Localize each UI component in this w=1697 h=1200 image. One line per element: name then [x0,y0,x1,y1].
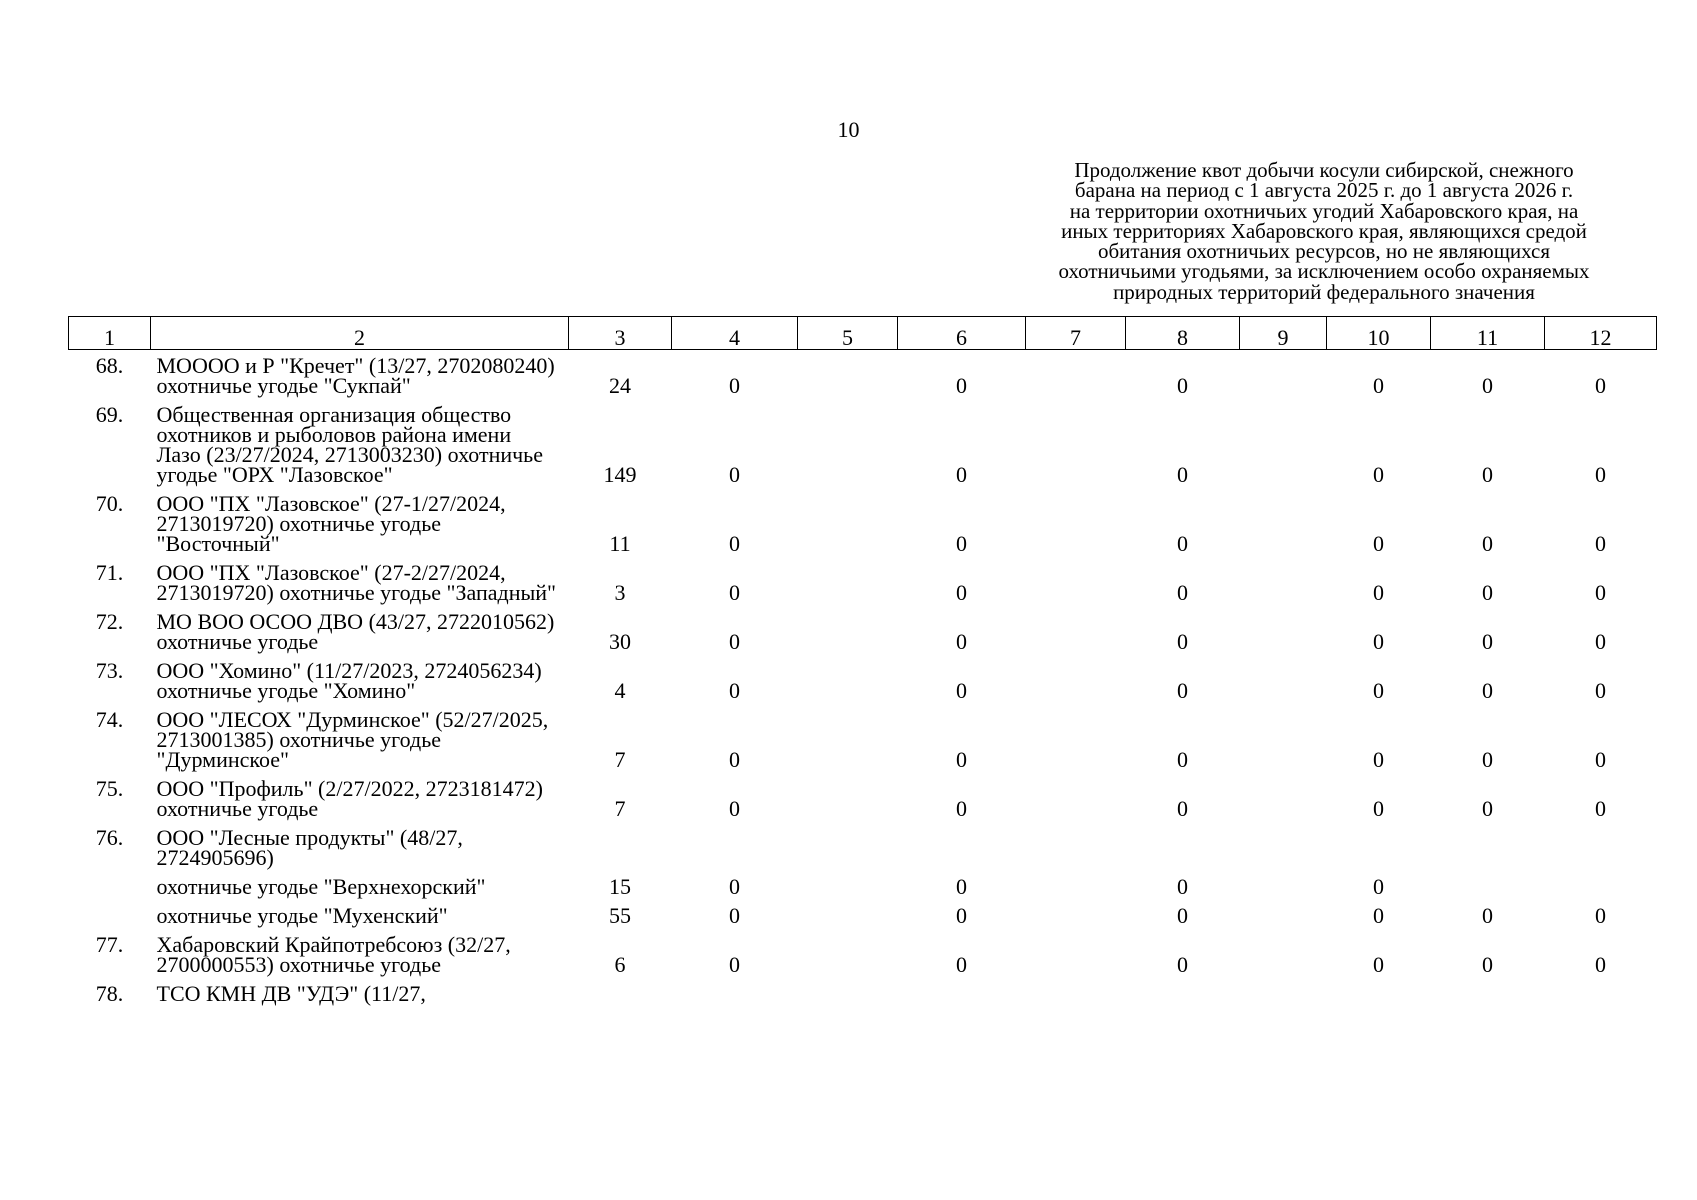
hunting-ground-name: ООО "Хомино" (11/27/2023, 2724056234) охотничье угодье "Хомино" [156,658,542,703]
quota-cell-c6: 0 [956,462,967,487]
column-header: 7 [1026,317,1126,350]
quota-cell-c6: 0 [956,874,967,899]
hunting-ground-name: ООО "ПХ "Лазовское" (27-2/27/2024, 2713019720) охотничье угодье "Западный" [156,560,557,605]
column-header: 11 [1431,317,1545,350]
quota-cell-c12: 0 [1595,580,1606,605]
quota-cell-c5 [798,929,898,978]
quota-cell-c10: 0 [1373,747,1384,772]
quota-cell-c8: 0 [1177,796,1188,821]
quota-cell-c8: 0 [1177,678,1188,703]
quota-cell-c7 [1026,655,1126,704]
quota-cell-c7 [1026,606,1126,655]
quota-cell-c7 [1026,488,1126,557]
quota-cell-c11: 0 [1482,747,1493,772]
quota-cell-c11 [1431,871,1545,900]
caption-line: иных территориях Хабаровского края, являющихся средой [1061,218,1587,243]
hunting-ground-name: ООО "Профиль" (2/27/2022, 2723181472) охотничье угодье [156,776,543,821]
table-row [69,900,1657,929]
quota-cell-c11: 0 [1482,580,1493,605]
quota-cell-c4: 0 [729,462,740,487]
row-number [69,871,151,900]
quota-cell-c6 [898,978,1026,1007]
table-row [69,557,1657,606]
quota-cell-c7 [1026,350,1126,400]
row-number: 75. [95,776,124,801]
quota-cell-c10: 0 [1373,903,1384,928]
quota-table [68,316,1657,1007]
hunting-ground-name: охотничье угодье "Верхнехорский" [156,874,486,899]
table-row [69,350,1657,400]
quota-cell-c11: 0 [1482,462,1493,487]
column-header: 5 [798,317,898,350]
column-header: 8 [1126,317,1240,350]
quota-cell-c4 [672,822,798,871]
row-number: 76. [95,825,124,850]
quota-cell-c10: 0 [1373,678,1384,703]
quota-cell-c10: 0 [1373,580,1384,605]
quota-cell-c6: 0 [956,952,967,977]
quota-cell-c3: 4 [614,678,626,703]
quota-cell-c11 [1431,822,1545,871]
quota-cell-c10: 0 [1373,796,1384,821]
quota-cell-c5 [798,557,898,606]
quota-cell-c9 [1240,399,1327,488]
hunting-ground-name: МОООО и Р "Кречет" (13/27, 2702080240) охотничье угодье "Сукпай" [156,353,555,398]
page-number: 10 [837,117,860,142]
quota-cell-c3: 30 [609,629,631,654]
quota-cell-c3: 7 [614,747,626,772]
quota-cell-c4: 0 [729,796,740,821]
column-header: 12 [1545,317,1657,350]
quota-cell-c8: 0 [1177,903,1188,928]
table-row [69,488,1657,557]
quota-cell-c12: 0 [1595,531,1606,556]
quota-cell-c9 [1240,773,1327,822]
quota-cell-c3: 3 [614,580,626,605]
quota-cell-c6: 0 [956,678,967,703]
quota-cell-c6 [898,822,1026,871]
quota-cell-c8: 0 [1177,531,1188,556]
quota-cell-c10: 0 [1373,373,1384,398]
quota-cell-c6: 0 [956,373,967,398]
row-number: 68. [95,353,124,378]
column-header: 9 [1240,317,1327,350]
quota-cell-c8: 0 [1177,952,1188,977]
column-header: 3 [569,317,672,350]
table-row [69,606,1657,655]
quota-cell-c3: 55 [609,903,631,928]
row-number: 69. [95,402,124,427]
quota-cell-c8: 0 [1177,580,1188,605]
hunting-ground-name: Хабаровский Крайпотребсоюз (32/27, 2700000553) охотничье угодье [156,932,511,977]
caption-line: природных территорий федерального значения [1113,279,1535,304]
quota-cell-c11: 0 [1482,952,1493,977]
quota-cell-c8: 0 [1177,629,1188,654]
column-header: 6 [898,317,1026,350]
quota-cell-c4: 0 [729,952,740,977]
quota-cell-c10 [1327,978,1431,1007]
quota-cell-c10 [1327,822,1431,871]
quota-cell-c5 [798,773,898,822]
quota-cell-c5 [798,900,898,929]
quota-cell-c6: 0 [956,629,967,654]
quota-cell-c9 [1240,655,1327,704]
quota-cell-c9 [1240,822,1327,871]
row-number: 77. [95,932,124,957]
quota-cell-c9 [1240,350,1327,400]
quota-cell-c11: 0 [1482,678,1493,703]
quota-cell-c7 [1026,704,1126,773]
hunting-ground-name: Общественная организация общество охотников и рыболовов района имени Лазо (23/27/2024, 2713003230) охотничье угодье "ОРХ "Лазовское" [156,402,543,487]
table-caption [1004,160,1644,302]
quota-cell-c12 [1545,871,1657,900]
quota-cell-c11: 0 [1482,531,1493,556]
table-row [69,978,1657,1007]
quota-cell-c5 [798,978,898,1007]
quota-cell-c9 [1240,871,1327,900]
quota-cell-c4: 0 [729,629,740,654]
table-row [69,704,1657,773]
quota-cell-c4: 0 [729,373,740,398]
column-header: 1 [69,317,151,350]
quota-cell-c12: 0 [1595,462,1606,487]
quota-cell-c3 [569,978,672,1007]
quota-cell-c11: 0 [1482,903,1493,928]
quota-cell-c9 [1240,557,1327,606]
caption-line: охотничьими угодьями, за исключением особо охраняемых [1058,259,1590,284]
quota-cell-c8 [1126,978,1240,1007]
quota-cell-c4 [672,978,798,1007]
row-number: 73. [95,658,124,683]
column-header: 2 [151,317,569,350]
quota-cell-c4: 0 [729,531,740,556]
quota-cell-c8: 0 [1177,874,1188,899]
quota-cell-c9 [1240,900,1327,929]
table-row [69,399,1657,488]
quota-cell-c4: 0 [729,678,740,703]
quota-cell-c12 [1545,978,1657,1007]
row-number: 70. [95,491,124,516]
quota-cell-c4: 0 [729,747,740,772]
quota-cell-c3: 11 [609,531,631,556]
table-row [69,655,1657,704]
row-number: 71. [95,560,124,585]
quota-cell-c9 [1240,606,1327,655]
quota-cell-c12: 0 [1595,903,1606,928]
quota-cell-c7 [1026,929,1126,978]
quota-cell-c3: 6 [614,952,626,977]
quota-cell-c6: 0 [956,531,967,556]
column-header: 4 [672,317,798,350]
quota-cell-c9 [1240,704,1327,773]
quota-cell-c6: 0 [956,796,967,821]
quota-cell-c7 [1026,399,1126,488]
quota-cell-c5 [798,871,898,900]
quota-cell-c12: 0 [1595,796,1606,821]
quota-cell-c10: 0 [1373,462,1384,487]
quota-cell-c12 [1545,822,1657,871]
table-row [69,871,1657,900]
quota-cell-c10: 0 [1373,952,1384,977]
quota-cell-c9 [1240,929,1327,978]
caption-line: барана на период с 1 августа 2025 г. до 1 августа 2026 г. [1074,178,1574,203]
quota-cell-c12: 0 [1595,629,1606,654]
quota-cell-c8: 0 [1177,747,1188,772]
quota-cell-c3: 7 [614,796,626,821]
quota-cell-c3 [569,822,672,871]
column-number-header-row [69,317,1657,350]
quota-cell-c11: 0 [1482,796,1493,821]
quota-cell-c11 [1431,978,1545,1007]
table-row [69,929,1657,978]
quota-cell-c3: 149 [603,462,637,487]
hunting-ground-name: охотничье угодье "Мухенский" [156,903,448,928]
quota-cell-c5 [798,822,898,871]
hunting-ground-name: ООО "Лесные продукты" (48/27, 2724905696) [156,825,463,870]
quota-cell-c7 [1026,900,1126,929]
hunting-ground-name: ООО "ПХ "Лазовское" (27-1/27/2024, 2713019720) охотничье угодье "Восточный" [156,491,506,556]
quota-cell-c12: 0 [1595,952,1606,977]
caption-line: обитания охотничьих ресурсов, но не являющихся [1097,239,1551,264]
quota-cell-c11: 0 [1482,373,1493,398]
row-number: 72. [95,609,124,634]
quota-cell-c7 [1026,557,1126,606]
quota-cell-c6: 0 [956,903,967,928]
quota-cell-c3: 15 [609,874,631,899]
table-row [69,822,1657,871]
row-number [69,900,151,929]
quota-cell-c7 [1026,871,1126,900]
quota-cell-c10: 0 [1373,629,1384,654]
quota-cell-c7 [1026,978,1126,1007]
quota-cell-c6: 0 [956,747,967,772]
quota-cell-c12: 0 [1595,747,1606,772]
column-header: 10 [1327,317,1431,350]
quota-cell-c12: 0 [1595,678,1606,703]
quota-cell-c8: 0 [1177,462,1188,487]
quota-cell-c10: 0 [1373,531,1384,556]
hunting-ground-name: ТСО КМН ДВ "УДЭ" (11/27, [156,981,426,1006]
row-number: 74. [95,707,124,732]
quota-cell-c7 [1026,773,1126,822]
quota-cell-c9 [1240,488,1327,557]
caption-line: Продолжение квот добычи косули сибирской, снежного [1074,158,1574,182]
quota-cell-c12: 0 [1595,373,1606,398]
quota-cell-c5 [798,399,898,488]
quota-cell-c11: 0 [1482,629,1493,654]
hunting-ground-name: ООО "ЛЕСОХ "Дурминское" (52/27/2025, 2713001385) охотничье угодье "Дурминское" [156,707,549,772]
hunting-ground-name: МО ВОО ОСОО ДВО (43/27, 2722010562) охотничье угодье [156,609,555,654]
quota-cell-c5 [798,606,898,655]
table-row [69,773,1657,822]
quota-cell-c8 [1126,822,1240,871]
quota-cell-c5 [798,350,898,400]
quota-cell-c5 [798,655,898,704]
quota-cell-c3: 24 [609,373,631,398]
quota-cell-c5 [798,704,898,773]
quota-cell-c9 [1240,978,1327,1007]
quota-cell-c4: 0 [729,903,740,928]
quota-cell-c4: 0 [729,580,740,605]
quota-cell-c8: 0 [1177,373,1188,398]
caption-line: на территории охотничьих угодий Хабаровского края, на [1069,198,1579,223]
quota-cell-c4: 0 [729,874,740,899]
quota-cell-c7 [1026,822,1126,871]
quota-cell-c10: 0 [1373,874,1384,899]
quota-cell-c6: 0 [956,580,967,605]
row-number: 78. [95,981,124,1006]
quota-cell-c5 [798,488,898,557]
